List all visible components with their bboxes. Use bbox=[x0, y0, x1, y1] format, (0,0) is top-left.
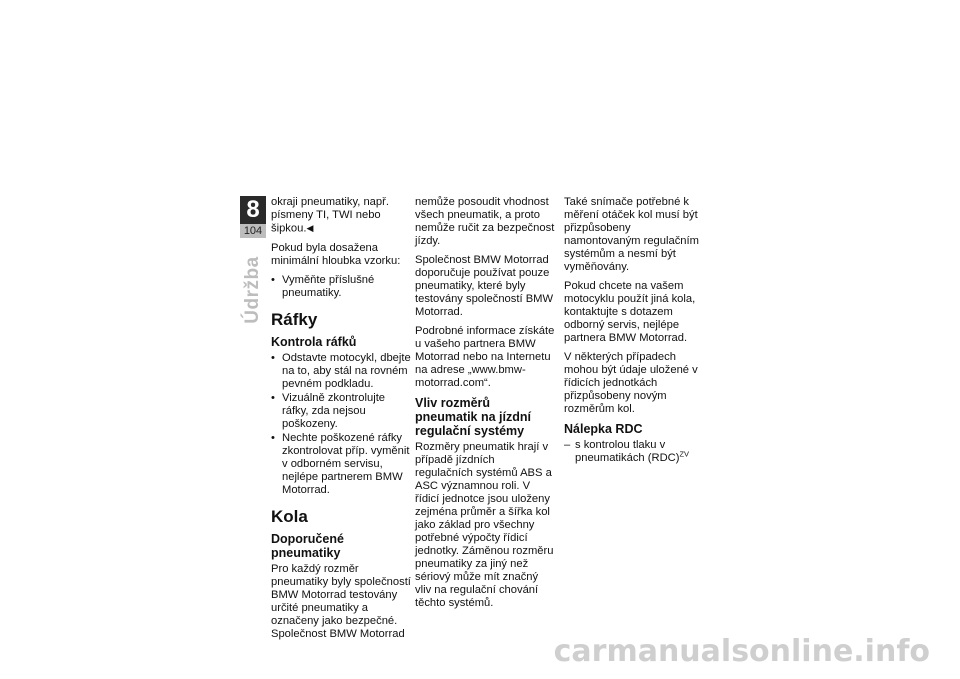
paragraph: Pokud byla dosažena minimální hloubka vzorku: bbox=[271, 241, 401, 267]
paragraph bbox=[271, 196, 411, 236]
optional-equipment-mark: ZV bbox=[679, 449, 690, 459]
text-column-2 bbox=[415, 196, 555, 616]
bullet-list bbox=[271, 274, 411, 300]
section-title-vertical bbox=[240, 245, 266, 335]
heading-kola: Kola bbox=[271, 506, 308, 526]
list-item-text: s kontrolou tlaku v pneumatikách (RDC) bbox=[575, 439, 680, 464]
paragraph: Rozměry pneumatik hrají v případě jízdních regulačních systémů ABS a ASC významnou roli. V řídicí jednotce jsou uloženy zejména průměr a šířka kol jako základ pro všechny potřebné výpočty řídicí jednotky. Záměnou rozměru pneumatiky za jiný než sériový může mít značný vliv na regulační chování těchto systémů. bbox=[415, 441, 554, 609]
list-item: • Vizuálně zkontrolujte ráfky, zda nejsou poškozeny. bbox=[271, 392, 411, 431]
paragraph: V některých případech mohou být údaje uložené v řídicích jednotkách přizpůsobeny novým rozměrům kol. bbox=[564, 351, 698, 415]
bullet-list bbox=[271, 352, 411, 497]
list-item: • Nechte poškozené ráfky zkontrolovat příp. vyměnit v odborném servisu, nejlépe partnerem BMW Motorrad. bbox=[271, 432, 411, 497]
paragraph: Pokud chcete na vašem motocyklu použít jiná kola, kontaktujte s dotazem odborný servis, nejlépe partnera BMW Motorrad. bbox=[564, 280, 696, 344]
paragraph: Také snímače potřebné k měření otáček kol musí být přizpůsobeny namontovaným regulačním systémům a nesmí být vyměňovány. bbox=[564, 196, 699, 273]
text-column-3 bbox=[564, 196, 704, 471]
paragraph: Společnost BMW Motorrad doporučuje používat pouze pneumatiky, které byly testovány společností BMW Motorrad. bbox=[415, 254, 554, 318]
section-title: Údržba bbox=[242, 256, 263, 324]
list-item bbox=[564, 439, 704, 465]
chapter-tab bbox=[240, 196, 266, 238]
paragraph: Pro každý rozměr pneumatiky byly společností BMW Motorrad testovány určité pneumatiky a označeny jako bezpečné. Společnost BMW Motorrad bbox=[271, 562, 411, 640]
heading-vliv-rozmeru: Vliv rozměrů pneumatik na jízdní regulační systémy bbox=[415, 396, 531, 438]
paragraph: Podrobné informace získáte u vašeho partnera BMW Motorrad nebo na Internetu na adrese „www.bmw-motorrad.com“. bbox=[415, 325, 555, 389]
text-column-1 bbox=[271, 196, 411, 647]
heading-rafky: Ráfky bbox=[271, 309, 318, 329]
dash-list bbox=[564, 439, 704, 465]
heading-nalepka-rdc: Nálepka RDC bbox=[564, 422, 643, 436]
list-item: • Vyměňte příslušné pneumatiky. bbox=[271, 274, 411, 300]
paragraph: nemůže posoudit vhodnost všech pneumatik, a proto nemůže ručit za bezpečnost jízdy. bbox=[415, 196, 555, 247]
end-mark-icon: ◀ bbox=[306, 223, 314, 233]
watermark: carmanualsonline.info bbox=[553, 634, 930, 669]
paragraph-text: okraji pneumatiky, např. písmeny TI, TWI nebo šipkou. bbox=[271, 196, 389, 235]
chapter-number: 8 bbox=[240, 196, 266, 224]
heading-doporucene-pneumatiky: Doporučené pneumatiky bbox=[271, 531, 344, 560]
list-item: • Odstavte motocykl, dbejte na to, aby stál na rovném pevném podkladu. bbox=[271, 352, 411, 391]
heading-kontrola-rafku: Kontrola ráfků bbox=[271, 334, 357, 349]
page-number: 104 bbox=[240, 224, 266, 238]
